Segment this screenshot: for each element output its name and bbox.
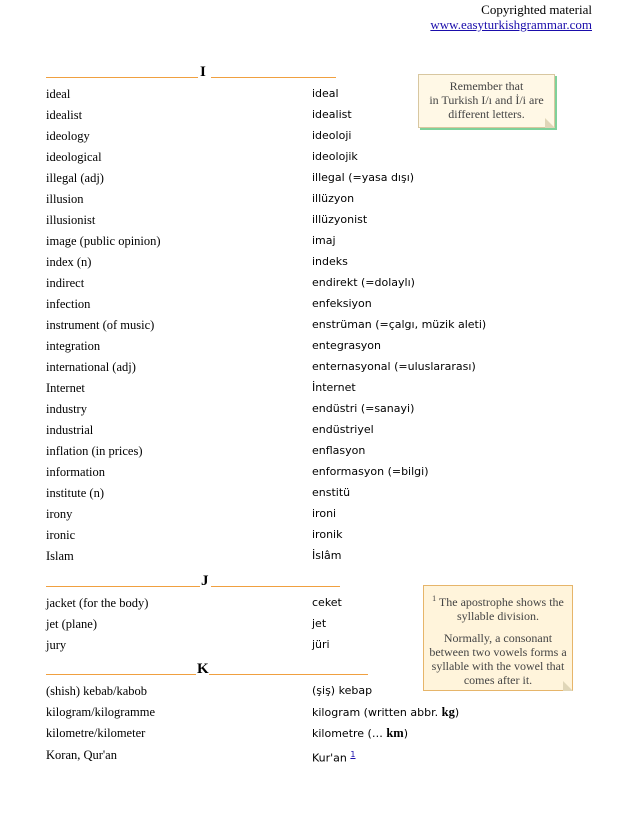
list-item bbox=[46, 296, 566, 314]
turkish-word: endüstriyel bbox=[312, 423, 374, 436]
footnote-link[interactable]: 1 bbox=[350, 750, 356, 759]
english-word: Islam bbox=[46, 549, 74, 563]
list-item bbox=[46, 338, 566, 356]
english-word: ideological bbox=[46, 150, 102, 164]
list-item bbox=[46, 380, 566, 398]
english-word: illusion bbox=[46, 192, 84, 206]
turkish-word: illüzyonist bbox=[312, 213, 368, 226]
list-item bbox=[46, 464, 566, 482]
english-word: jury bbox=[46, 638, 67, 652]
list-item bbox=[46, 149, 566, 167]
list-item bbox=[46, 548, 566, 566]
list-item bbox=[46, 191, 566, 209]
english-word: jet (plane) bbox=[46, 617, 98, 631]
english-word: instrument (of music) bbox=[46, 318, 155, 332]
list-item bbox=[46, 747, 566, 765]
turkish-word: jüri bbox=[312, 638, 330, 651]
list-item bbox=[46, 485, 566, 503]
page-fold-icon bbox=[563, 681, 573, 691]
section-letter: J bbox=[201, 573, 209, 589]
turkish-word: (şiş) kebap bbox=[312, 684, 373, 697]
list-item bbox=[46, 275, 566, 293]
list-item bbox=[46, 254, 566, 272]
turkish-word: kilogram (written abbr. kg) bbox=[312, 705, 460, 719]
turkish-word: kilometre (… km) bbox=[312, 726, 409, 740]
turkish-word: Kur'an $^1$ bbox=[312, 750, 356, 765]
english-word: idealist bbox=[46, 108, 83, 122]
turkish-word: enternasyonal (=uluslararası) bbox=[312, 360, 476, 373]
english-word: information bbox=[46, 465, 106, 479]
turkish-word: jet bbox=[312, 617, 327, 630]
note-line: different letters. bbox=[448, 107, 525, 121]
turkish-word: ironik bbox=[312, 528, 343, 541]
english-word: ideal bbox=[46, 87, 71, 101]
english-word: inflation (in prices) bbox=[46, 444, 143, 458]
turkish-word: ideolojik bbox=[312, 150, 358, 163]
turkish-word: endüstri (=sanayi) bbox=[312, 402, 415, 415]
list-item bbox=[46, 725, 566, 743]
english-word: (shish) kebab/kabob bbox=[46, 684, 148, 698]
english-word: ideology bbox=[46, 129, 90, 143]
turkish-word: enformasyon (=bilgi) bbox=[312, 465, 429, 478]
english-word: institute (n) bbox=[46, 486, 104, 500]
list-item bbox=[46, 317, 566, 335]
page-header bbox=[430, 2, 592, 32]
note-paragraph: The apostrophe shows the syllable division. bbox=[438, 595, 564, 623]
turkish-word: ideal bbox=[312, 87, 339, 100]
english-word: infection bbox=[46, 297, 91, 311]
section-letter: K bbox=[197, 661, 209, 677]
turkish-word: İslâm bbox=[312, 549, 342, 562]
copyright-text: Copyrighted material bbox=[481, 2, 592, 17]
english-word: index (n) bbox=[46, 255, 92, 269]
english-word: industrial bbox=[46, 423, 94, 437]
note-paragraph: Normally, a consonant between two vowels forms a syllable with the vowel that comes after it. bbox=[429, 631, 567, 687]
list-item bbox=[46, 233, 566, 251]
english-word: irony bbox=[46, 507, 73, 521]
turkish-word: illegal (=yasa dışı) bbox=[312, 171, 415, 184]
note-line: Remember that bbox=[449, 79, 524, 93]
english-word: ironic bbox=[46, 528, 76, 542]
turkish-word: indeks bbox=[312, 255, 348, 268]
section-heading-k bbox=[46, 659, 368, 677]
list-item bbox=[46, 422, 566, 440]
turkish-word: enflasyon bbox=[312, 444, 366, 457]
english-word: Internet bbox=[46, 381, 85, 395]
list-item bbox=[46, 443, 566, 461]
website-link[interactable]: www.easyturkishgrammar.com bbox=[430, 17, 592, 32]
list-item bbox=[46, 527, 566, 545]
turkish-word: entegrasyon bbox=[312, 339, 382, 352]
english-word: Koran, Qur'an bbox=[46, 748, 117, 762]
list-item bbox=[46, 401, 566, 419]
turkish-word: idealist bbox=[312, 108, 352, 121]
turkish-word: ideoloji bbox=[312, 129, 352, 142]
english-word: image (public opinion) bbox=[46, 234, 161, 248]
turkish-word: İnternet bbox=[312, 381, 356, 394]
english-word: integration bbox=[46, 339, 101, 353]
section-heading-j bbox=[46, 571, 340, 589]
list-item bbox=[46, 704, 566, 722]
english-word: industry bbox=[46, 402, 87, 416]
footnote-number: 1 bbox=[432, 594, 437, 603]
list-item bbox=[46, 212, 566, 230]
english-word: illusionist bbox=[46, 213, 96, 227]
english-word: international (adj) bbox=[46, 360, 136, 374]
section-letter: I bbox=[200, 64, 206, 80]
turkish-word: enfeksiyon bbox=[312, 297, 372, 310]
turkish-word: ironi bbox=[312, 507, 337, 520]
list-item bbox=[46, 170, 566, 188]
english-word: jacket (for the body) bbox=[46, 596, 149, 610]
turkish-word: enstrüman (=çalgı, müzik aleti) bbox=[312, 318, 487, 331]
english-word: illegal (adj) bbox=[46, 171, 104, 185]
english-word: kilometre/kilometer bbox=[46, 726, 146, 740]
turkish-word: endirekt (=dolaylı) bbox=[312, 276, 415, 289]
list-item bbox=[46, 506, 566, 524]
english-word: kilogram/kilogramme bbox=[46, 705, 156, 719]
apostrophe-note bbox=[423, 585, 573, 691]
turkish-word: imaj bbox=[312, 234, 336, 247]
turkish-word: illüzyon bbox=[312, 192, 355, 205]
turkish-word: ceket bbox=[312, 596, 342, 609]
english-word: indirect bbox=[46, 276, 85, 290]
remember-note bbox=[418, 74, 555, 128]
turkish-word: enstitü bbox=[312, 486, 351, 499]
list-item bbox=[46, 128, 566, 146]
list-item bbox=[46, 359, 566, 377]
page-fold-icon bbox=[545, 118, 555, 128]
note-line: in Turkish I/ı and İ/i are bbox=[429, 93, 544, 107]
section-heading-i bbox=[46, 62, 336, 80]
